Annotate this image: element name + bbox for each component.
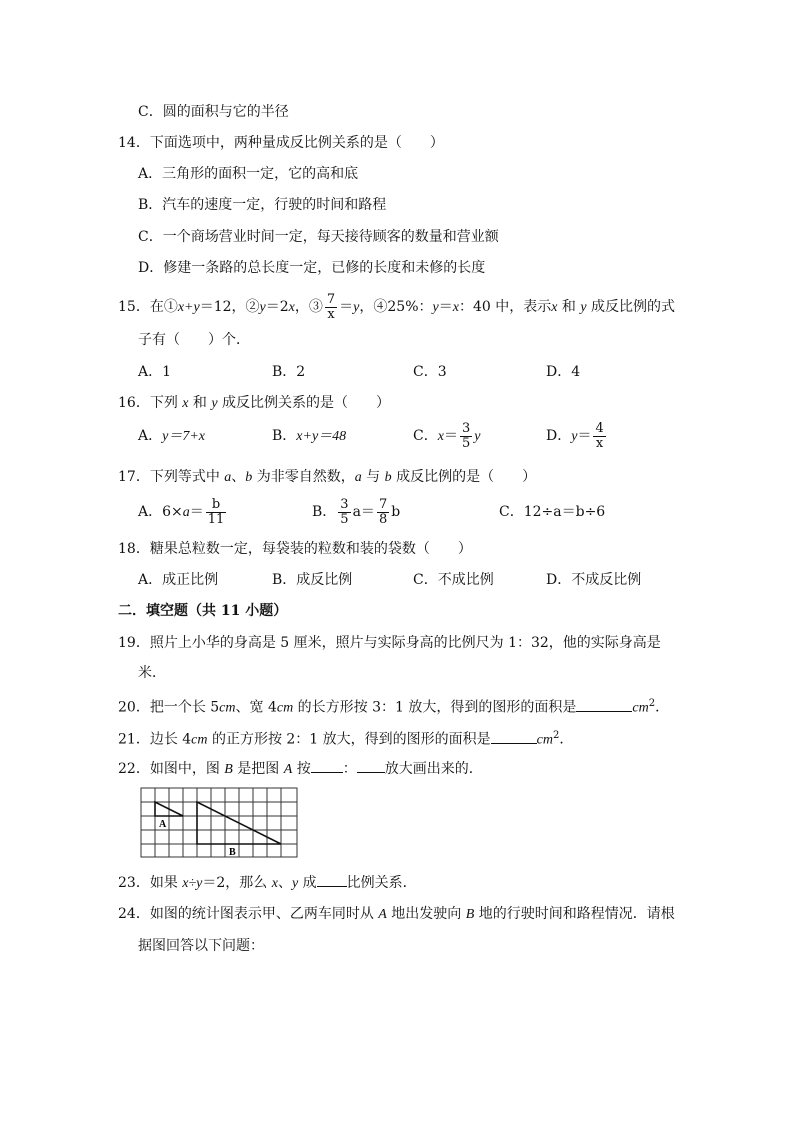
- q17-option-a: A．6×a＝ $\frac{b}{11}$: [138, 496, 225, 527]
- q15-option-b: B．2: [272, 364, 306, 380]
- q22-stem: 22．如图中，图 B 是把图 A 按 ： 放大画出来的．: [118, 758, 483, 780]
- q14-stem: 14．下面选项中，两种量成反比例关系的是（ ）: [118, 135, 444, 151]
- q20-answer-blank[interactable]: [576, 697, 632, 712]
- q14-option-b: B．汽车的速度一定，行驶的时间和路程: [138, 197, 387, 213]
- label-b: B: [229, 847, 236, 858]
- q16-option-a: A．y＝7+x: [138, 428, 205, 444]
- q21-stem: 21．边长 4cm 的正方形按 2：1 放大，得到的图形的面积是 $cm^2$．: [118, 730, 574, 748]
- q14-option-a: A．三角形的面积一定，它的高和底: [138, 166, 359, 182]
- q17-stem: 17．下列等式中 a、b 为非零自然数，a 与 b 成反比例的是（ ）: [118, 469, 537, 485]
- q15-stem: 15．在①x+y＝12，②y＝2x，③ $\frac{7}{x}$ ＝y，④25%：y＝x：40 中，表示x 和 y 成反比例的式: [118, 291, 676, 322]
- q21-answer-blank[interactable]: [491, 729, 537, 744]
- q16-option-c: C．x＝ $\frac{3}{5}$ y: [413, 420, 481, 451]
- q22-answer-blank-1[interactable]: [311, 758, 343, 773]
- q16-stem: 16．下列 x 和 y 成反比例关系的是（ ）: [118, 395, 391, 411]
- q19-line1: 19．照片上小华的身高是 5 厘米，照片与实际身高的比例尺为 1：32，他的实际身高是: [118, 635, 661, 651]
- q20-stem: 20．把一个长 5cm、宽 4cm 的长方形按 3：1 放大，得到的图形的面积是 $cm^2$．: [118, 698, 670, 716]
- q23-answer-blank[interactable]: [317, 872, 347, 887]
- q15-fraction: $\frac{7}{x}$: [326, 291, 336, 322]
- q24-line2: 据图回答以下问题：: [138, 938, 264, 954]
- q16-option-d: D．y＝ $\frac{4}{x}$: [546, 420, 604, 451]
- q23-stem: 23．如果 x÷y＝2，那么 x、y 成 比例关系．: [118, 872, 417, 894]
- q15-line2: 子有（ ）个．: [138, 332, 250, 348]
- section-heading: 二．填空题（共 11 小题）: [118, 603, 288, 619]
- q18-option-b: B．成反比例: [272, 572, 353, 588]
- q18-option-a: A．成正比例: [138, 572, 219, 588]
- q24-line1: 24．如图的统计图表示甲、乙两车同时从 A 地出发驶向 B 地的行驶时间和路程情况．请根: [118, 906, 675, 922]
- q17-a-fraction: $\frac{b}{11}$: [207, 496, 225, 527]
- q18-option-c: C．不成比例: [413, 572, 494, 588]
- q14-option-d: D．修建一条路的总长度一定，已修的长度和未修的长度: [138, 260, 486, 276]
- q16-c-fraction: $\frac{3}{5}$: [461, 420, 471, 451]
- label-a: A: [159, 819, 167, 830]
- q22-answer-blank-2[interactable]: [357, 758, 385, 773]
- q19-line2: 米．: [138, 665, 166, 681]
- q18-option-d: D．不成反比例: [546, 572, 642, 588]
- q15-option-a: A．1: [138, 364, 172, 380]
- q15-option-d: D．4: [546, 364, 581, 380]
- q14-option-c: C．一个商场营业时间一定，每天接待顾客的数量和营业额: [138, 229, 499, 245]
- q17-option-b: B． $\frac{3}{5}$ a＝ $\frac{7}{8}$ b: [312, 496, 401, 527]
- q17-b-fraction-2: $\frac{7}{8}$: [378, 496, 388, 527]
- q16-option-b: B．x+y＝48: [272, 428, 347, 444]
- q13-option-c: C．圆的面积与它的半径: [138, 104, 289, 120]
- q17-b-fraction-1: $\frac{3}{5}$: [340, 496, 349, 527]
- q18-stem: 18．糖果总粒数一定，每袋装的粒数和装的袋数（ ）: [118, 541, 472, 557]
- q16-d-fraction: $\frac{4}{x}$: [595, 420, 604, 451]
- q15-option-c: C．3: [413, 364, 447, 380]
- q22-grid-figure: [140, 787, 300, 859]
- q17-option-c: C．12÷a＝b÷6: [499, 504, 606, 520]
